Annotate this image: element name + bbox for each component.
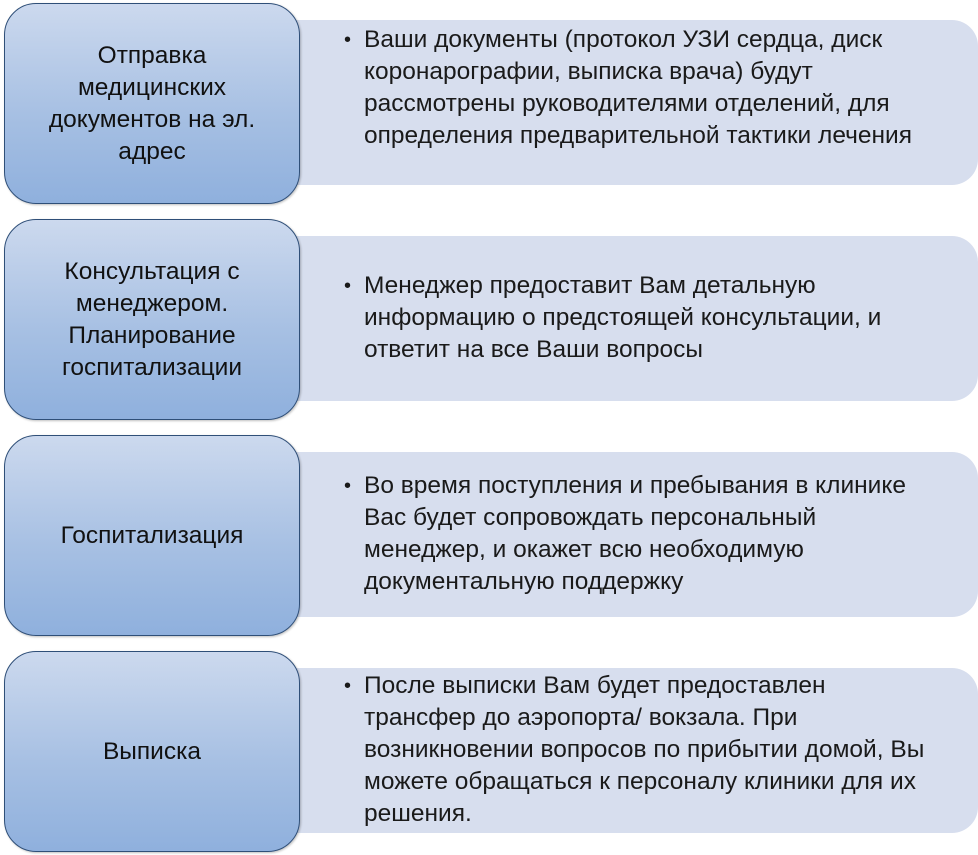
bullet-marker: • xyxy=(344,475,352,497)
step-box xyxy=(4,651,300,852)
step-box xyxy=(4,3,300,204)
bullet-marker: • xyxy=(344,29,352,51)
step-box xyxy=(4,435,300,636)
step-title: Выписка xyxy=(102,737,202,765)
step-detail-text: Во время поступления и пребывания в клинике Вас будет сопровождать персональный менеджер, и окажет всю необходимую документальную поддержку xyxy=(364,472,906,595)
step-detail-text: Ваши документы (протокол УЗИ сердца, диск коронарографии, выписка врача) будут рассмотрены руководителями отделений, для определения предварительной тактики лечения xyxy=(364,26,913,149)
step-title: Госпитализация xyxy=(60,521,244,549)
step-title: Консультация с менеджером. Планирование госпитализации xyxy=(61,257,243,381)
step-box xyxy=(4,219,300,420)
bullet-marker: • xyxy=(344,275,352,297)
step-detail-text: Менеджер предоставит Вам детальную информацию о предстоящей консультации, и ответит на все Ваши вопросы xyxy=(364,272,882,363)
step-detail-text: После выписки Вам будет предоставлен трансфер до аэропорта/ вокзала. При возникновении вопросов по прибытии домой, Вы можете обращаться к персоналу клиники для их решения. xyxy=(364,672,925,827)
bullet-marker: • xyxy=(344,675,352,697)
step-title: Отправка медицинских документов на эл. адрес xyxy=(48,41,256,165)
